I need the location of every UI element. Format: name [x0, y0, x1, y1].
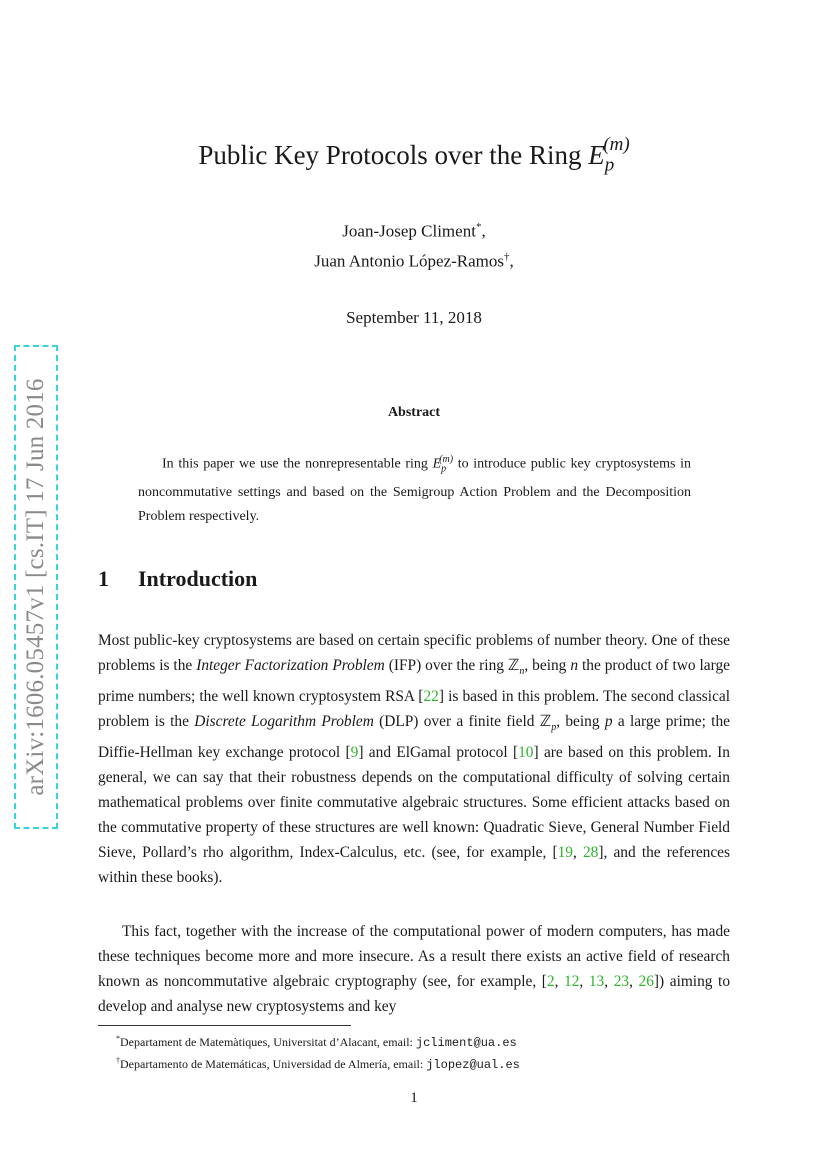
citation-link[interactable]: 26: [638, 973, 654, 990]
citation-link[interactable]: 10: [518, 744, 534, 762]
citation-link[interactable]: 23: [613, 973, 630, 990]
author-2: Juan Antonio López-Ramos†,: [314, 251, 514, 271]
paragraph-2: This fact, together with the increase of the computational power of modern computers, has made these techniques become more and more insecure. As a result there exists an active field of research known as noncommutative algebraic cryptography (see, for example, [2, 12, 13, 23, 26]) aiming to develop and analyse new cryptosystems and key: [98, 923, 731, 1015]
footnotes: [116, 1030, 520, 1074]
citation-link[interactable]: 28: [582, 844, 599, 862]
footnote-1: *Departament de Matemàtiques, Universitat d’Alacant, email: jcliment@ua.es: [116, 1034, 517, 1050]
paragraph-1: Most public-key cryptosystems are based on certain specific problems of number theory. One of these problems is the Integer Factorization Problem (IFP) over the ring ℤ$_n$, being n the product of two large prime numbers; the well known cryptosystem RSA [22] is based in this problem. The second classical problem is the Discrete Logarithm Problem (DLP) over a finite field ℤ$_p$, being p a large prime; the Diffie-Hellman key exchange protocol [9] and ElGamal protocol [10] are based on this problem. In general, we can say that their robustness depends on the computational difficulty of solving certain mathematical problems over finite commutative algebraic structures. Some efficient attacks based on the commutative property of these structures are well known: Quadratic Sieve, General Number Field Sieve, Pollard’s rho algorithm, Index-Calculus, etc. (see, for example, [19, 28], and the references within these books).: [98, 632, 731, 887]
page-number: 1: [410, 1090, 418, 1106]
email-link[interactable]: jlopez@ual.es: [426, 1058, 520, 1072]
footnote-rule: [98, 1025, 351, 1026]
email-link[interactable]: jcliment@ua.es: [415, 1036, 517, 1050]
citation-link[interactable]: 12: [564, 973, 580, 990]
paper-title: [0, 134, 828, 176]
citation-link[interactable]: 9: [350, 744, 359, 762]
paper-date: September 11, 2018: [346, 308, 482, 327]
abstract-heading: Abstract: [387, 405, 441, 420]
author-1: Joan-Josep Climent*,: [342, 221, 486, 241]
arxiv-identifier: arXiv:1606.05457v1 [cs.IT] 17 Jun 2016: [22, 378, 49, 796]
citation-link[interactable]: 2: [546, 973, 555, 990]
abstract-body: In this paper we use the nonrepresentable ring $E_p^{(m)}$ to introduce public key cryptosystems in noncommutative settings and based on the Semigroup Action Problem and the Decomposition Problem respectively.: [138, 454, 691, 525]
title-text: Public Key Protocols over the Ring: [198, 140, 589, 170]
title-sup: (m): [603, 134, 630, 155]
title-symbol: E: [588, 140, 605, 170]
citation-link[interactable]: 19: [557, 844, 573, 862]
section-heading: 1 Introduction: [98, 566, 258, 591]
title-sub: p: [604, 154, 615, 176]
footnote-2: †Departamento de Matemáticas, Universidad de Almería, email: jlopez@ual.es: [116, 1056, 520, 1072]
citation-link[interactable]: 13: [588, 973, 605, 990]
citation-link[interactable]: 22: [423, 688, 439, 706]
